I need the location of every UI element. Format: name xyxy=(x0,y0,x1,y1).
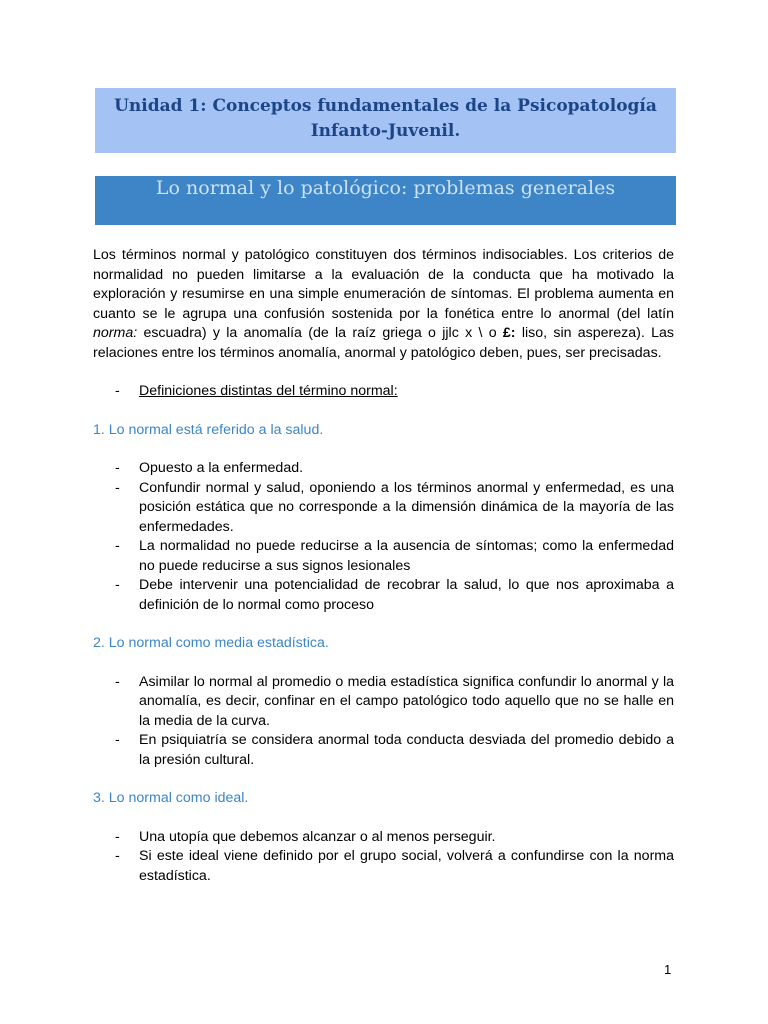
intro-bold: £: xyxy=(502,325,516,341)
section-3-heading: 3. Lo normal como ideal. xyxy=(93,790,249,806)
document-body xyxy=(93,246,674,886)
list-item: - Si este ideal viene definido por el grupo social, volverá a confundirse con la norma estadística. xyxy=(115,848,674,884)
list-item: - Asimilar lo normal al promedio o media estadística significa confundir lo anormal y la anomalía, es decir, confinar en el campo patológico todo aquello que no se halle en la media de la curva. xyxy=(115,673,674,729)
unit-title-line-2: Infanto-Juvenil. xyxy=(310,121,461,141)
section-3-list xyxy=(93,828,674,887)
unit-title-line-1: Unidad 1: Conceptos fundamentales de la Psicopatología xyxy=(114,96,657,116)
section-2-heading: 2. Lo normal como media estadística. xyxy=(93,635,329,651)
section-title: Lo normal y lo patológico: problemas generales xyxy=(155,177,616,199)
section-1-heading: 1. Lo normal está referido a la salud. xyxy=(93,421,324,438)
definitions-list xyxy=(93,382,674,402)
list-item: - Opuesto a la enfermedad. xyxy=(115,460,304,476)
unit-title-box xyxy=(95,88,676,153)
section-2-list xyxy=(93,673,674,771)
page-number: 1 xyxy=(664,962,672,977)
intro-italic: norma: xyxy=(93,325,138,341)
list-item: - En psiquiatría se considera anormal toda conducta desviada del promedio debido a la presión cultural. xyxy=(115,732,674,768)
intro-paragraph: Los términos normal y patológico constituyen dos términos indisociables. Los criterios de normalidad no pueden limitarse a la evaluación de la conducta que ha motivado la exploración y resumirse en una simple enumeración de síntomas. El problema aumenta en cuanto se le agrupa una confusión sostenida por la fonética entre lo anormal (del latín norma: escuadra) y la anomalía (de la raíz griega o jjlc x \ o £: liso, sin aspereza). Las relaciones entre los términos anomalía, anormal y patológico deben, pues, ser precisadas. xyxy=(93,247,674,361)
list-item: - Confundir normal y salud, oponiendo a los términos anormal y enfermedad, es una posición estática que no corresponde a la dimensión dinámica de la mayoría de las enfermedades. xyxy=(115,479,674,535)
section-title-box xyxy=(95,176,676,225)
list-item: - Definiciones distintas del término normal: xyxy=(115,383,398,399)
section-1-list xyxy=(93,459,674,615)
list-item: - Debe intervenir una potencialidad de recobrar la salud, lo que nos aproximaba a definición de lo normal como proceso xyxy=(115,577,674,613)
list-item: - La normalidad no puede reducirse a la ausencia de síntomas; como la enfermedad no puede reducirse a sus signos lesionales xyxy=(115,538,674,574)
list-item: - Una utopía que debemos alcanzar o al menos perseguir. xyxy=(115,828,496,845)
definitions-heading: Definiciones distintas del término normal: xyxy=(139,383,398,399)
